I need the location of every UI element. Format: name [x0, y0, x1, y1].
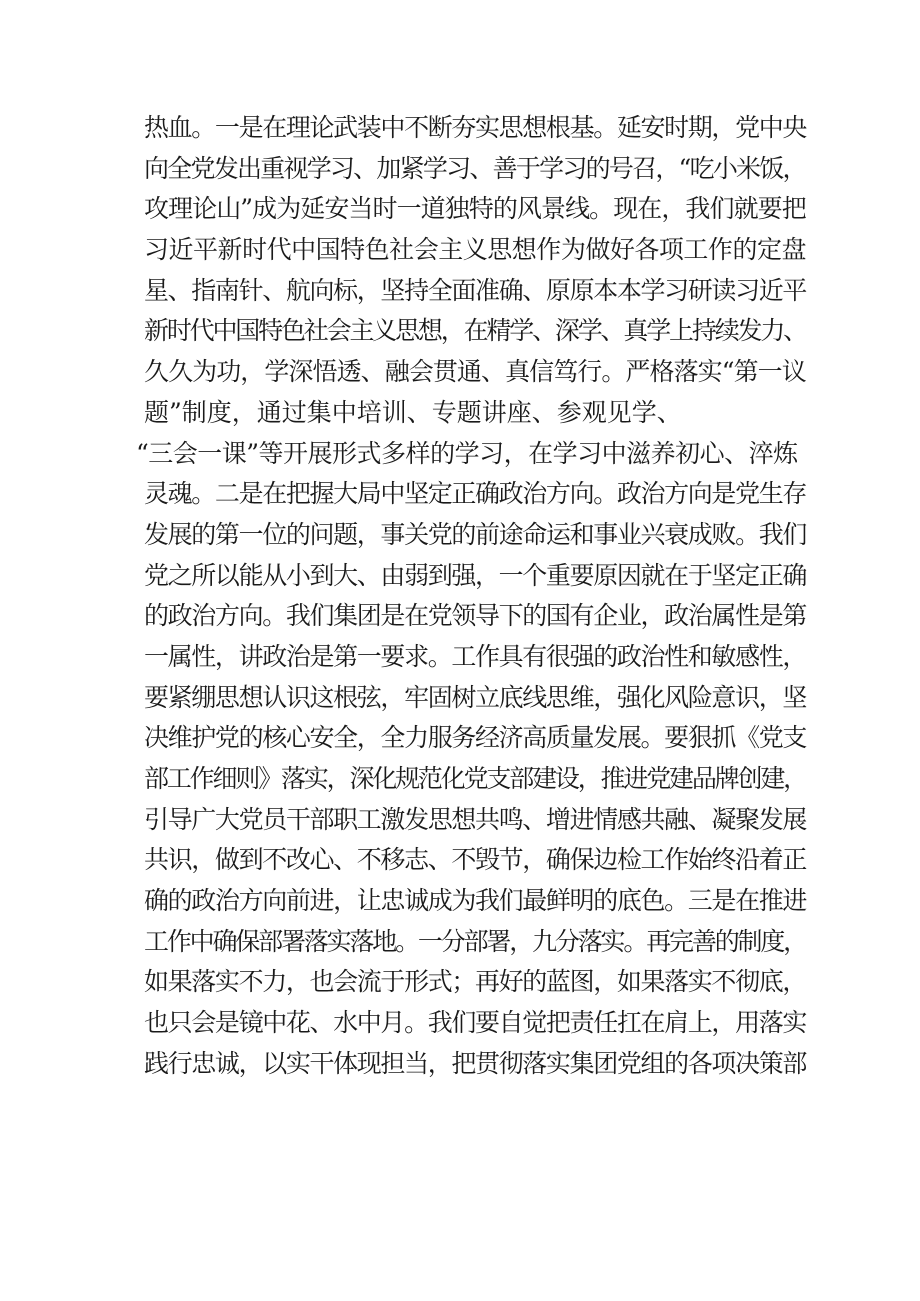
text-line: 要紧绷思想认识这根弦，牢固树立底线思维，强化风险意识，坚	[144, 682, 807, 712]
text-line: 共识，做到不改心、不移志、不毁节，确保边检工作始终沿着正	[144, 845, 807, 875]
text-line: 工作中确保部署落实落地。一分部署，九分落实。再完善的制度，	[144, 926, 807, 956]
text-line: 一属性，讲政治是第一要求。工作具有很强的政治性和敏感性，	[144, 641, 807, 671]
text-line: 党之所以能从小到大、由弱到强，一个重要原因就在于坚定正确	[144, 560, 807, 590]
text-line: 习近平新时代中国特色社会主义思想作为做好各项工作的定盘	[144, 235, 807, 265]
body-text	[136, 108, 807, 1085]
text-line: 热血。一是在理论武装中不断夯实思想根基。延安时期，党中央	[144, 113, 807, 142]
text-line: “三会一课”等开展形式多样的学习，在学习中滋养初心、淬炼	[136, 438, 798, 468]
text-line: 题”制度，通过集中培训、专题讲座、参观见学、	[144, 397, 682, 427]
text-line: 星、指南针、航向标，坚持全面准确、原原本本学习研读习近平	[144, 275, 807, 305]
text-line: 的政治方向。我们集团是在党领导下的国有企业，政治属性是第	[144, 601, 807, 631]
text-line: 确的政治方向前进，让忠诚成为我们最鲜明的底色。三是在推进	[144, 886, 807, 916]
text-line: 灵魂。二是在把握大局中坚定正确政治方向。政治方向是党生存	[144, 479, 807, 509]
text-line: 久久为功，学深悟透、融会贯通、真信笃行。严格落实“第一议	[144, 357, 806, 387]
text-line: 新时代中国特色社会主义思想，在精学、深学、真学上持续发力、	[144, 316, 807, 346]
text-line: 决维护党的核心安全，全力服务经济高质量发展。要狠抓《党支	[144, 723, 807, 753]
text-line: 向全党发出重视学习、加紧学习、善于学习的号召，“吃小米饭，	[144, 153, 806, 183]
text-line: 践行忠诚，以实干体现担当，把贯彻落实集团党组的各项决策部	[144, 1048, 807, 1078]
text-line: 发展的第一位的问题，事关党的前途命运和事业兴衰成败。我们	[144, 519, 807, 549]
text-line: 部工作细则》落实，深化规范化党支部建设，推进党建品牌创建，	[144, 764, 807, 793]
text-line: 引导广大党员干部职工激发思想共鸣、增进情感共融、凝聚发展	[144, 804, 807, 834]
text-line: 如果落实不力，也会流于形式；再好的蓝图，如果落实不彻底，	[144, 967, 807, 997]
text-line: 也只会是镜中花、水中月。我们要自觉把责任扛在肩上，用落实	[144, 1008, 807, 1038]
text-line: 攻理论山”成为延安当时一道独特的风景线。现在，我们就要把	[144, 194, 806, 224]
